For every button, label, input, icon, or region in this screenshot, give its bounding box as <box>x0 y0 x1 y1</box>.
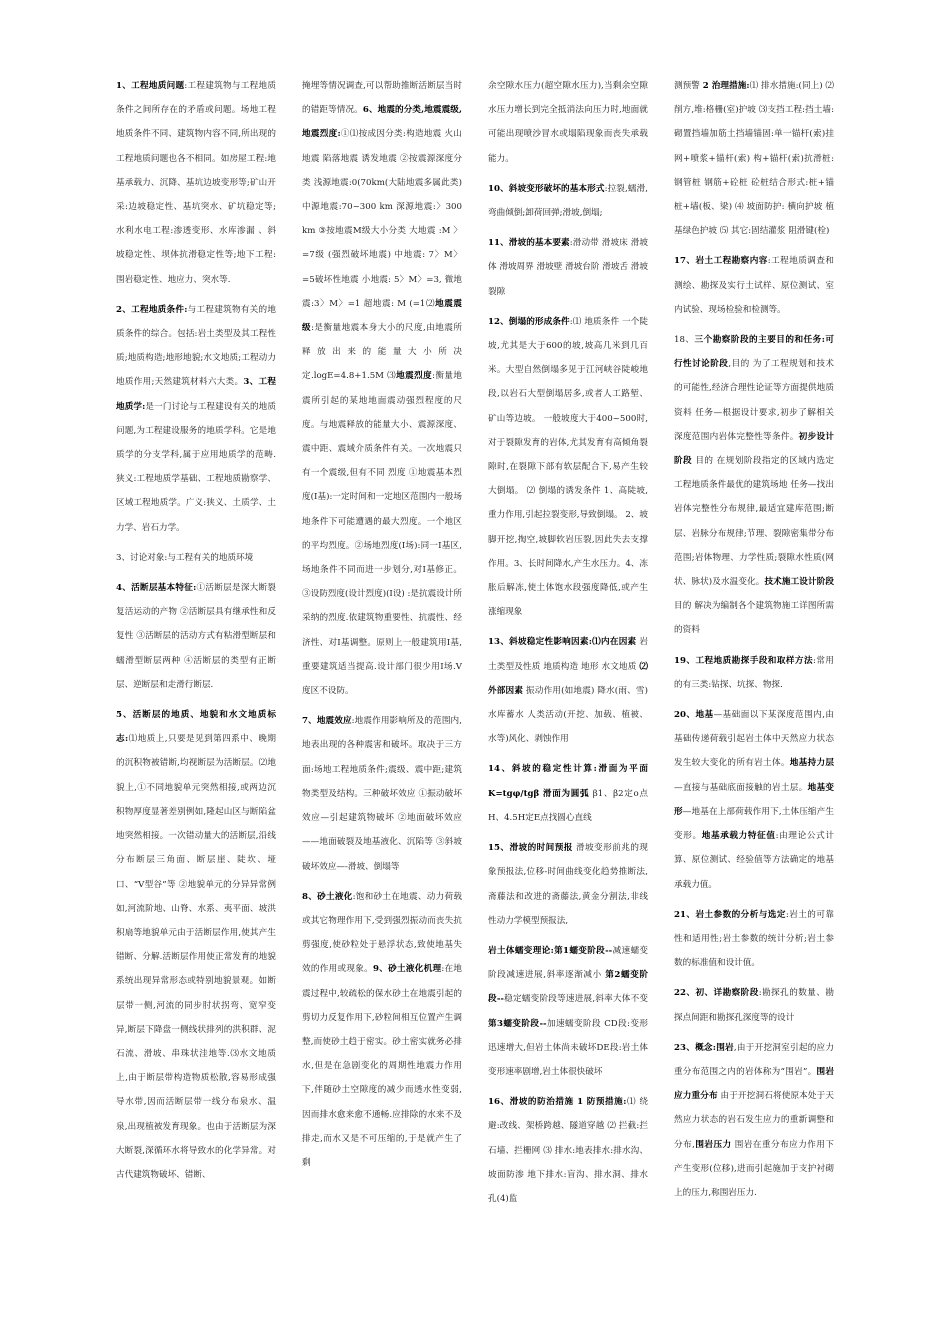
section-heading: 2、工程地质条件: <box>116 304 188 315</box>
section-heading: 4、活断层基本特征: <box>116 583 197 594</box>
section-heading: 10、斜坡变形破坏的基本形式 <box>488 183 605 194</box>
paragraph <box>488 1090 648 1211</box>
paragraph <box>674 981 834 1029</box>
text-column-2 <box>302 74 462 1304</box>
paragraph <box>116 703 276 1187</box>
section-heading: 初步设计阶段 <box>674 431 834 467</box>
section-heading: 三个勘察阶段的主要目的和任务:可行性讨论阶段 <box>674 335 834 370</box>
section-heading: 12、倒塌的形成条件 <box>488 316 570 327</box>
section-text: :地震作用影响所及的范围内,地表出现的各种震害和破坏。取决于三方面:场地工程地质条件;震级、震中距;建筑物类型及结构。三种破坏效应 ①振动破坏效应—引起建筑物破坏 ②地面破坏效应——地面破裂及地基液化、沉陷等 ③斜坡破坏效应—-滑坡、倒塌等 <box>302 716 462 872</box>
section-heading: 13、斜坡稳定性影响因素:⑴内在因素 <box>488 637 637 648</box>
section-heading: ⑵外部因素 <box>488 661 648 696</box>
section-text: 测预警 <box>674 81 703 91</box>
section-heading: 2 治理措施: <box>702 81 750 91</box>
section-heading: 地基持力层 <box>789 758 834 769</box>
section-text: ,由于开挖洞室引起的应力重分布范围之内的岩体称为“围岩”。 <box>674 1042 834 1077</box>
section-text: :工程地质调查和测绘、勘探及实行土试样、原位测试、室内试验、现场检验和检测等。 <box>674 256 834 315</box>
section-heading: 1、工程地质问题 <box>116 81 185 91</box>
section-text: :勘探孔的数量、勘探点间距和勘探孔深度等的设计 <box>674 988 834 1023</box>
paragraph <box>302 74 462 703</box>
paragraph <box>488 74 648 171</box>
section-text: :衡量地震所引起的某地地面震动强烈程度的尺度。与地震释放的能量大小、震源深度、震中距、震域介质条件有关。一次地震只有一个震级,但有不同 烈度 ①地震基本烈度(I基):一定时间和一定地区范围内一般场地条件下可能遭遇的最大烈度。一个地区的平均烈度。②场地烈度(I场):同一I基区,场地条件不同而进一步划分,对I基修正。③设防烈度(设计烈度)(I设) :是抗震设计所采纳的烈度.依建筑物重要性、抗震性、经济性、对I基调整。原则上一般建筑用I基,重要建筑适当提高.设计部门很少用I场.V度区不设防。 <box>302 371 462 697</box>
section-heading: 16、滑坡的防治措施 1 防预措施: <box>488 1097 627 1108</box>
section-heading: 地震烈度 <box>396 371 433 382</box>
section-text: :滑动带 滑坡床 滑坡体 滑坡周界 滑坡壁 滑坡台阶 滑坡舌 滑坡裂隙 <box>488 238 648 297</box>
section-heading: 11、滑坡的基本要素 <box>488 238 570 249</box>
paragraph <box>302 885 462 1175</box>
paragraph <box>674 74 834 243</box>
section-heading: 15、滑坡的时间预报 <box>488 843 573 854</box>
section-heading: 地基变形 <box>674 782 834 817</box>
section-heading: 围岩压力 <box>694 1139 732 1150</box>
paragraph <box>488 310 648 625</box>
paragraph <box>488 231 648 304</box>
section-text: 余空隙水压力(超空隙水压力),当剩余空隙水压力增长到完全抵消法向压力时,地面就可能出现喷沙冒水或塌陷现象而丧失承载能力。 <box>488 81 648 164</box>
section-text: 是一门讨论与工程建设有关的地质问题,为工程建设服务的地质学科。它是地质学的分支学科,属于应用地质学的范畴.狭义:工程地质学基础、工程地质勘察学、区域工程地质学。广义:狭义、土质学、土力学、岩石力学。 <box>116 401 276 533</box>
section-text: :⑴ 地质条件 一个陡坡,尤其是大于600的坡,坡高几米到几百米。大型自然倒塌多见于江河峡谷陡峻地段,以岩石大型倒塌居多,或者人工路堑、矿山等边坡。 一般坡度大于400~500时,对于裂隙发育的岩体,尤其发育有高倾角裂隙时,在裂隙下部有软层配合下,易产生较大倒塌。 ⑵ 倒塌的诱发条件 1、高陡坡,重力作用,引起拉裂变形,导致倒塌。 2、坡脚开挖,掏空,坡脚软岩压裂,因此失去支撑作用。3、长时间降水,产生水压力。4、冻胀后解冻,使土体饱水段强度降低,或产生涨缩现象 <box>488 316 648 618</box>
paragraph <box>674 328 834 643</box>
section-heading: 17、岩土工程勘察内容 <box>674 256 768 267</box>
paragraph <box>116 74 276 292</box>
section-heading: 23、概念:围岩 <box>674 1042 734 1053</box>
text-column-4 <box>674 74 834 1304</box>
section-heading: 岩土体蠕变理论:第1蠕变阶段-- <box>488 945 613 956</box>
paragraph <box>488 630 648 751</box>
section-heading: 6、地震的分类,地震震级,地震烈度: <box>302 105 462 140</box>
section-heading: 8、砂土液化 <box>302 891 353 902</box>
section-text: —地基在上部荷载作用下,土体压缩产生变形。 <box>674 806 834 842</box>
section-text: 加速蠕变阶段 CD段:变形迅速增大,但岩土体尚未破坏DE段:岩土体变形速率剧增,岩土体很快破坏 <box>488 1018 648 1077</box>
section-text: 减速蠕变阶段减速进展,斜率逐渐减小 <box>488 945 648 981</box>
section-heading: 技术施工设计阶段 <box>764 577 834 588</box>
paragraph <box>674 1036 834 1205</box>
section-text: ①⑴按成因分类:构造地震 火山地震 陷落地震 诱发地震 ②按震源深度分类 浅源地震:0(70km(大陆地震多属此类)中源地震:70~300 km 深源地震:〉300 km ③按地震M级大小分类 大地震 :M 〉=7级 (强烈破坏地震) 中地震: 7〉M〉=5破坏性地震 小地震: 5〉M〉=3, 微地震:3〉M〉=1 超地震: M (=1⑵ <box>302 129 462 309</box>
section-text: 岩土类型及性质 地质构造 地形 水文地质 <box>488 637 648 672</box>
section-text: 滑坡变形前兆的现象预报法,位移-时间曲线变化趋势推断法,斋藤法和改进的斋藤法,黄金分割法,非线性动力学模型预报法, <box>488 843 648 926</box>
section-text: —直接与基础底面接触的岩土层。 <box>674 782 808 793</box>
paragraph <box>674 649 834 697</box>
section-text: 18、 <box>674 335 695 346</box>
section-heading: 19、工程地质勘探手段和取样方法 <box>674 655 813 666</box>
section-text: —基础面以下某深度范围内,由基础传递荷载引起岩土体中天然应力状态发生较大变化的所有岩土体。 <box>674 710 834 769</box>
section-text: ⑴ 绕避:改线、架桥跨越、隧道穿越 ⑵ 拦截:拦石墙、拦栅网 ⑶ 排水:地表排水:排水沟、坡面防渗 地下排水:盲沟、排水洞、排水孔(4)监 <box>488 1097 648 1204</box>
paragraph <box>302 709 462 878</box>
section-heading: 22、初、详勘察阶段 <box>674 988 759 999</box>
section-text: β1、β2定o点 H、4.5H定E点找圆心直线 <box>488 788 648 823</box>
paragraph <box>488 757 648 830</box>
section-heading: 围岩应力重分布 <box>674 1066 834 1102</box>
section-text: ①活断层是深大断裂复活运动的产物 ②活断层具有继承性和反复性 ③活断层的活动方式有粘滑型断层和蠕滑型断层两种 ④活断层的类型有正断层、逆断层和走滑行断层. <box>116 583 276 690</box>
section-text: 振动作用(如地震) 降水(雨、雪)水库蓄水 人类活动(开挖、加载、植被、水等)风化、剥蚀作用 <box>488 685 648 745</box>
paragraph <box>488 177 648 225</box>
section-heading: 21、岩土参数的分析与选定 <box>674 909 786 920</box>
section-heading: 14、斜坡的稳定性计算:滑面为平面 K=tgφ/tgβ 滑面为圆弧 <box>488 764 648 799</box>
section-text: 稳定蠕变阶段等速进展,斜率大体不变 <box>503 994 648 1005</box>
section-heading: 地震震级 <box>302 298 462 334</box>
paragraph <box>674 703 834 897</box>
section-text: :拉裂,蠕滑,弯曲倾倒;卸荷回弹;滑坡,倒塌; <box>488 183 648 219</box>
section-text: :岩土的可靠性和适用性;岩土参数的统计分析;岩土参数的标准值和设计值。 <box>674 909 834 969</box>
section-heading: 3、工程地质学: <box>116 377 276 412</box>
paragraph <box>674 249 834 322</box>
section-heading: 5、活断层的地质、地貌和水文地质标志: <box>116 710 276 745</box>
paragraph <box>116 298 276 540</box>
paragraph <box>116 546 276 570</box>
section-text: :由理论公式计算、原位测试、经验值等方法确定的地基承载力值。 <box>674 831 834 890</box>
section-text: :是衡量地震本身大小的尺度,由地震所释放出来的能量大小所决定.logE=4.8+1.5M ⑶ <box>302 323 462 382</box>
paragraph <box>116 576 276 697</box>
paragraph <box>488 939 648 1084</box>
section-text: :常用的有三类:钻探、坑探、物探. <box>674 655 834 690</box>
section-text: ⑴ 排水措施:(同上) ⑵ 削方,堆:格栅(室)护坡 ⑶支挡工程:挡土墙:砌置挡墙加筋土挡墙锚固:单一锚杆(索)挂网+喷浆+锚杆(索) 构+锚杆(索)抗滑桩:钢管桩 钢筋+砼桩 砼桩结合形式:桩+锚桩+墙(板、梁) ⑷ 坡面防护: 横向护坡 植基绿色护坡 ⑸ 其它:固结灌浆 阻滑键(栓) <box>674 81 834 237</box>
text-column-1 <box>116 74 276 1304</box>
section-text: 目的 在规划阶段指定的区域内选定工程地质条件最优的建筑场地 任务—找出岩体完整性分布规律,最适宜建库范围;断层、岩脉分布规律;节理、裂隙密集带分布范围;岩体物理、力学性质;裂隙水性质(网状、脉状)及水温变化。 <box>674 456 834 588</box>
section-text: 目的 解决为编制各个建筑物施工详图所需的资料 <box>674 601 834 636</box>
paragraph <box>674 903 834 976</box>
section-text: 3、讨论对象:与工程有关的地质环境 <box>116 552 254 563</box>
section-text: ,目的 为了工程规划和技术的可能性,经济合理性论证等方面提供地质资料 任务—根据设计要求,初步了解相关深度范围内岩体完整性等条件。 <box>674 359 834 442</box>
section-heading: 地基承载力特征值 <box>701 831 776 842</box>
section-text: :工程建筑物与工程地质条件之间所存在的矛盾或问题。场地工程地质条件不同、建筑物内容不同,所出现的工程地质问题也各不相同。如房屋工程:地基承载力、沉降、基坑边坡变形等;矿山开采:边坡稳定性、基坑突水、矿坑稳定等;水利水电工程:渗透变形、水库渗漏 、斜坡稳定性、坝体抗滑稳定性等;地下工程:围岩稳定性、地应力、突水等. <box>116 81 276 285</box>
section-text: 由于开挖洞石将使原本处于天然应力状态的岩石发生应力的重新调整和分布, <box>674 1091 834 1150</box>
section-text: 围岩在重分布应力作用下产生变形(位移),进而引起施加于支护衬砌上的压力,称围岩压力. <box>674 1139 834 1198</box>
section-heading: 9、砂土液化机理 <box>372 964 442 975</box>
paragraph <box>488 836 648 933</box>
text-column-3 <box>488 74 648 1304</box>
section-text: :在地震过程中,较疏松的保水砂土在地震引起的剪切力反复作用下,砂粒间相互位置产生调整,而使砂土趋于密实。砂土密实就务必排水,但是在急剧变化的周期性地震力作用下,伴随砂土空隙度的减少而透水性变弱,因而排水愈来愈不通畅.应排除的水来不及排走,而水又是不可压缩的,于是就产生了剩 <box>302 964 462 1168</box>
section-heading: 20、地基 <box>674 710 714 721</box>
section-heading: 7、地震效应 <box>302 716 352 727</box>
section-heading: 第2蠕变阶段-- <box>488 970 648 1005</box>
document-page <box>116 74 836 1304</box>
section-text: :饱和砂土在地震、动力荷载或其它物理作用下,受到强烈振动而丧失抗剪强度,使砂粒处于悬浮状态,致使地基失效的作用或现象。 <box>302 891 462 975</box>
section-heading: 第3蠕变阶段-- <box>488 1018 547 1029</box>
section-text: 掩埋等情况调查,可以帮助推断活断层当时的错距等情况。 <box>302 81 462 116</box>
section-text: ⑴地质上,只要是见到第四系中、晚期的沉积物被错断,均视断层为活断层。⑵地貌上,①不同地貌单元突然相接,或两边沉积物厚度显著差别例如,隆起山区与断陷盆地突然相接。一次错动量大的活断层,沿线分布断层三角面、断层崖、陡坎、垭口、“V型谷”等 ②地貌单元的分异异常例如,河流阶地、山脊、水系、夷平面、坡洪积扇等地貌单元由于活断层作用,使其产生错断、分解.活断层作用使正常发育的地貌系统出现异常形态或特别地貌景观。如断层带一侧,河流的同步肘状拐弯、宽窄变异,断层下降盘一侧线状排列的洪积群、泥石流、滑坡、串珠状洼地等.⑶水文地质上,由于断层带构造物质松散,容易形成强导水带,因而活断层带一线分布泉水、温泉,出现植被发育现象。也由于活断层为深大断裂,深循环水将导致水的化学异常。对古代建筑物破坏、错断、 <box>116 734 276 1180</box>
section-text: 与工程建筑物有关的地质条件的综合。包括:岩土类型及其工程性质;地质构造;地形地貌;水文地质;工程动力地质作用;天然建筑材料六大类。 <box>116 304 276 388</box>
